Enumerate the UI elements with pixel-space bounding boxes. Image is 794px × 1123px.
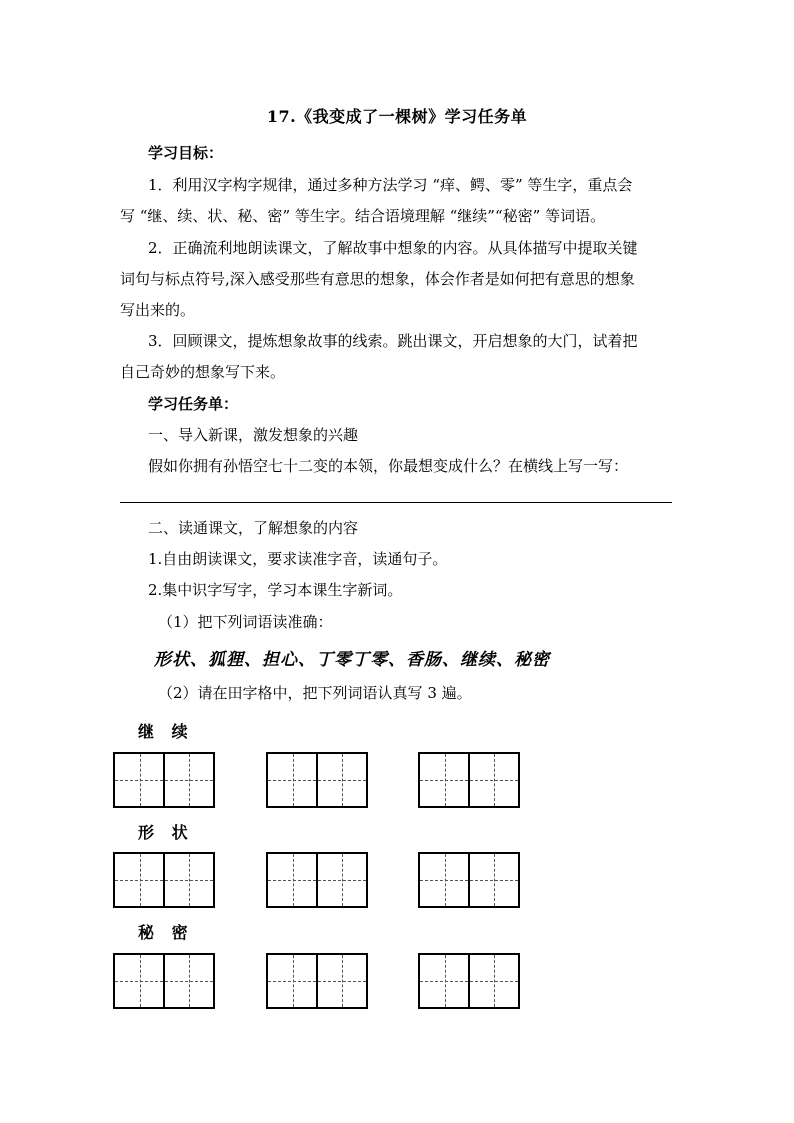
tianzige-grid[interactable]: [113, 953, 215, 1009]
tianzige-grid[interactable]: [418, 953, 520, 1009]
tianzige-grid[interactable]: [113, 752, 215, 808]
grid-divider: [316, 854, 318, 906]
grid-divider: [316, 955, 318, 1007]
tianzige-grid[interactable]: [266, 752, 368, 808]
grid-guide: [293, 854, 294, 906]
grid-guide: [494, 754, 495, 806]
sub-step-2: （2）请在田字格中，把下列词语认真写 3 遍。: [158, 684, 472, 702]
practice-word-label: 形 状: [138, 823, 194, 842]
grid-guide: [494, 955, 495, 1007]
tianzige-grid[interactable]: [266, 953, 368, 1009]
part-2-title: 二、读通课文，了解想象的内容: [148, 519, 359, 537]
grid-guide: [445, 854, 446, 906]
grid-divider: [468, 854, 470, 906]
grid-guide: [494, 854, 495, 906]
part-1-title: 一、导入新课，激发想象的兴趣: [148, 426, 359, 444]
goal-2-line-2: 词句与标点符号,深入感受那些有意思的想象，体会作者是如何把有意思的想象: [120, 270, 635, 288]
grid-divider: [468, 754, 470, 806]
practice-word-label: 秘 密: [138, 923, 194, 942]
part-1-prompt: 假如你拥有孙悟空七十二变的本领，你最想变成什么？在横线上写一写：: [148, 457, 629, 475]
grid-guide: [189, 854, 190, 906]
grid-guide: [189, 955, 190, 1007]
step-1: 1.自由朗读课文，要求读准字音，读通句子。: [148, 550, 448, 568]
grid-guide: [342, 754, 343, 806]
page-title: 17.《我变成了一棵树》学习任务单: [266, 107, 528, 126]
tianzige-grid[interactable]: [418, 852, 520, 908]
goal-3-line-1: 3．回顾课文，提炼想象故事的线索。跳出课文，开启想象的大门，试着把: [148, 332, 638, 350]
goal-1-line-1: 1．利用汉字构字规律，通过多种方法学习 “痒、鳄、零” 等生字，重点会: [148, 176, 633, 194]
tianzige-grid[interactable]: [113, 852, 215, 908]
goal-2-line-3: 写出来的。: [120, 301, 196, 319]
grid-guide: [342, 854, 343, 906]
vocabulary-words: 形状、狐狸、担心、丁零丁零、香肠、继续、秘密: [154, 650, 550, 670]
grid-guide: [140, 955, 141, 1007]
goal-2-line-1: 2．正确流利地朗读课文，了解故事中想象的内容。从具体描写中提取关键: [148, 239, 638, 257]
grid-guide: [342, 955, 343, 1007]
grid-divider: [316, 754, 318, 806]
grid-guide: [293, 955, 294, 1007]
grid-guide: [189, 754, 190, 806]
grid-guide: [140, 854, 141, 906]
grid-divider: [163, 854, 165, 906]
grid-divider: [468, 955, 470, 1007]
goals-heading: 学习目标：: [148, 144, 224, 162]
grid-guide: [293, 754, 294, 806]
grid-guide: [445, 754, 446, 806]
grid-guide: [140, 754, 141, 806]
grid-divider: [163, 754, 165, 806]
tasks-heading: 学习任务单：: [148, 395, 239, 413]
goal-1-line-2: 写 “继、续、状、秘、密” 等生字。结合语境理解 “继续”“秘密” 等词语。: [120, 207, 606, 225]
tianzige-grid[interactable]: [266, 852, 368, 908]
answer-line[interactable]: [120, 502, 672, 503]
step-2: 2.集中识字写字，学习本课生字新词。: [148, 581, 403, 599]
grid-divider: [163, 955, 165, 1007]
goal-3-line-2: 自己奇妙的想象写下来。: [120, 363, 286, 381]
practice-word-label: 继 续: [138, 722, 194, 741]
tianzige-grid[interactable]: [418, 752, 520, 808]
grid-guide: [445, 955, 446, 1007]
sub-step-1: （1）把下列词语读准确：: [158, 613, 333, 631]
